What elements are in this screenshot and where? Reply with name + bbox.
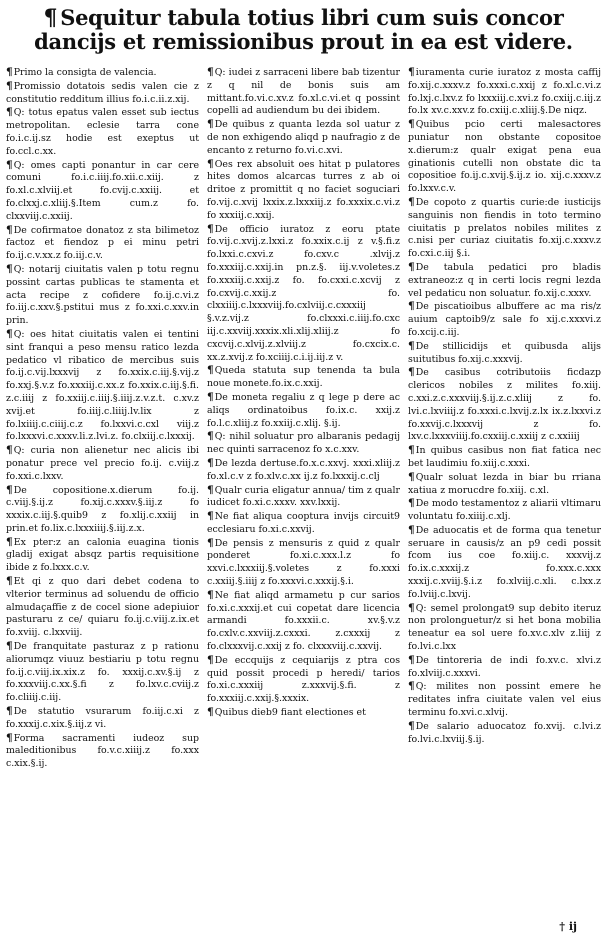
index-entry <box>6 159 199 224</box>
entry-text: De officio iuratoz z eoru ptate fo.vij.c.xvij.z.lxxi.z fo.xxix.c.ij z v.§.fi.z fo.lxxi.c.cxvi.z fo.cxv.c .xlvij.z fo.xxxiij.c.xxij.in pn.z.§. iij.v.voletes.z fo.xxxiij.c.xxij.z fo. fo.cxxi.c.xcvij z fo.cxvij.c.xxij.z fo. clxxiiij.c.lxxxviij.fo.cxlviij.c.cxxxiij §.v.z.vij.z fo.clxxxi.c.iiij.fo.cxc iij.c.xxviij.xxxix.xli.xlij.xliij.z fo cxcvij.c.xlvij.z.xlviij.z fo.cxcix.c. xx.z.xvij.z fo.xciiij.c.i.ij.iij.z v. <box>207 223 400 363</box>
index-entry <box>408 444 601 471</box>
pilcrow-icon: ¶ <box>408 680 415 693</box>
pilcrow-icon: ¶ <box>207 390 214 403</box>
index-entry <box>6 444 199 483</box>
index-entry <box>408 720 601 747</box>
entry-text: De lezda dertuse.fo.x.c.xxvj. xxxi.xliij.z fo.xl.c.v z fo.xlv.c.xx ij.z fo.lxxxij.c.clj <box>207 457 400 482</box>
pilcrow-icon: ¶ <box>207 456 214 469</box>
index-entry <box>6 224 199 263</box>
entry-text: De stillicidijs et quibusda alijs suitutibus fo.xij.c.xxxvij. <box>408 340 601 365</box>
index-entry <box>207 484 400 511</box>
entry-text: Qualr curia eligatur annua/ tim z qualr iudicet fo.xi.c.xxxv. xxv.lxxij. <box>207 484 400 509</box>
index-entry <box>207 66 400 118</box>
pilcrow-icon: ¶ <box>6 79 13 92</box>
entry-text: Q: milites non possint emere he reditates infra ciuitate valen vel eius terminu fo.xvi.c.xlvij. <box>408 681 601 719</box>
index-entry <box>408 497 601 524</box>
index-entry <box>207 457 400 484</box>
entry-columns <box>6 66 601 771</box>
index-entry <box>207 430 400 457</box>
pilcrow-icon: ¶ <box>6 262 13 275</box>
entry-text: De modo testamentoz z aliarii vltimaru voluntatu fo.xiiij.c.xlj. <box>408 498 601 523</box>
column-left <box>6 66 199 771</box>
pilcrow-icon: ¶ <box>408 300 415 313</box>
pilcrow-icon: ¶ <box>207 66 214 78</box>
pilcrow-icon: ¶ <box>6 705 13 718</box>
pilcrow-icon: ¶ <box>408 195 415 208</box>
index-entry <box>207 589 400 654</box>
index-entry <box>6 263 199 328</box>
entry-text: Q: semel prolongat9 sup debito iteruz non prolonguetur/z si het bona mobilia teneatur ea sol uere fo.xv.c.xlv z.liij z fo.lvi.c.lxx <box>408 602 601 653</box>
pilcrow-icon: ¶ <box>6 731 13 744</box>
pilcrow-icon: ¶ <box>6 106 13 119</box>
pilcrow-icon: ¶ <box>408 118 415 131</box>
pilcrow-icon: ¶ <box>6 66 13 78</box>
index-entry <box>207 364 400 391</box>
pilcrow-icon: ¶ <box>408 366 415 379</box>
index-entry <box>408 66 601 118</box>
entry-text: De casibus cotributoiis ficdazp clericos nobiles z milites fo.xiij. c.xxi.z.c.xxxviij.§.ij.z.c.xliij z fo. lvi.c.lxviiij.z fo.xxxi.c.lxvij.z.lx ix.z.lxxvi.z fo.xxvij.c.lxxxvij z fo. lxv.c.lxxxviiij.fo.cxxiij.c.xxiij z c.xxiiij <box>408 367 601 443</box>
entry-text: De copositione.x.dierum fo.ij. c.viij.§.ij.z fo.xij.c.xxxv.§.iij.z fo xxxix.c.iij.§.quib9 z fo.xlij.c.xxiij in prin.et fo.lix.c.lxxxiiij.§.iij.z.x. <box>6 484 199 534</box>
pilcrow-icon: ¶ <box>408 470 415 483</box>
entry-text: Promissio dotatois sedis valen cie z constitutio redditum illius fo.i.c.ii.z.xij. <box>6 80 199 105</box>
entry-text: De quibus z quanta lezda sol uatur z de non exhigendo aliqd p naufragio z de encanto z returno fo.vi.c.xvi. <box>207 119 400 156</box>
entry-text: De tabula pedatici pro bladis extraneoz:z q in certi locis regni lezda vel pedaticu non soluatur. fo.xij.c.xxxv. <box>408 261 601 299</box>
entry-text: De pensis z mensuris z quid z qualr ponderet fo.xi.c.xxx.l.z fo xxvi.c.lxxxiij.§.voletes z fo.xxxi c.xxiij.§.iiij z fo.xxxvi.c.xxxij.§.i. <box>207 537 400 588</box>
entry-text: Et qi z quo dari debet codena to vlterior terminus ad soluendu de officio almudaçaffie z de cocel sione adepiuior pasturaru z ce/ quiaru fo.ij.c.viij.z.ix.et fo.xviij. c.lxxviij. <box>6 576 199 639</box>
pilcrow-icon: ¶ <box>207 118 214 131</box>
pilcrow-icon: ¶ <box>408 653 415 666</box>
index-entry <box>207 706 400 720</box>
pilcrow-icon: ¶ <box>207 510 214 523</box>
index-entry <box>408 471 601 498</box>
index-entry <box>6 106 199 158</box>
pilcrow-icon: ¶ <box>408 497 415 510</box>
index-entry <box>408 654 601 681</box>
entry-text: Ne fiat aliqua cooptura invijs circuit9 ecclesiaru fo.xi.c.xxvij. <box>207 511 400 535</box>
index-entry <box>408 196 601 261</box>
entry-text: iuramenta curie iuratoz z mosta caffij fo.xij.c.xxxv.z fo.xxxi.c.xxij z fo.xl.c.vi.z fo.lxj.c.lxv.z fo lxxxiij.c.xvi.z fo.cxiij.c.iij.z fo.lx xv.c.xxv.z fo.cxiij.c.xliij.§.De niqz. <box>408 67 601 117</box>
index-entry <box>408 602 601 654</box>
pilcrow-icon: ¶ <box>207 536 214 549</box>
index-entry <box>408 300 601 339</box>
table-heading <box>6 6 601 62</box>
pilcrow-icon: ¶ <box>207 483 214 496</box>
column-middle <box>207 66 400 771</box>
entry-text: Primo la consigta de valencia. <box>13 67 157 78</box>
pilcrow-icon: ¶ <box>6 223 13 236</box>
entry-text: Q: omes capti ponantur in car cere comuni fo.i.c.iiij.fo.xii.c.xiij. z fo.xl.c.xlviij.et fo.cvij.c.xxiij. et fo.clxxj.c.xliij.§.Item cum.z fo. clxxviij.c.xxiij. <box>6 159 199 222</box>
index-entry <box>207 654 400 706</box>
index-entry <box>408 340 601 367</box>
index-entry <box>207 118 400 157</box>
entry-text: Q: notarij ciuitatis valen p totu regnu possint cartas publicas te stamenta et acta recipe z cofidere fo.ij.c.vi.z fo.iij.c.xxv.§.pstitui mus z fo.xxi.c.xxv.in prin. <box>6 263 199 327</box>
pilcrow-icon: ¶ <box>408 339 415 352</box>
index-entry <box>6 80 199 107</box>
pilcrow-icon: ¶ <box>6 444 13 457</box>
heading-text: Sequitur tabula totius libri cum suis concor dancijs et remissionibus prout in ea est videre. <box>34 5 573 54</box>
pilcrow-icon: ¶ <box>6 535 13 548</box>
entry-text: De eccquijs z cequiarijs z ptra cos quid possit procedi p heredi/ tarios fo.xi.c.xxxiij z.xxxvij.§.fi. z fo.xxxiij.c.xxij.§.xxxix. <box>207 654 400 705</box>
pilcrow-icon: ¶ <box>207 653 214 666</box>
pilcrow-icon: ¶ <box>6 158 13 171</box>
entry-text: Quibus dieb9 fiant electiones et <box>214 707 366 719</box>
index-entry <box>408 118 601 196</box>
pilcrow-icon: ¶ <box>207 364 214 377</box>
entry-text: De salario aduocatoz fo.xvij. c.lvi.z fo.lvi.c.lxviij.§.ij. <box>408 720 601 745</box>
entry-text: De copoto z quartis curie:de iusticijs sanguinis non fiendis in toto termino ciuitatis p prelatos nobiles milites z c.nisi per curiaz ciuitatis fo.xij.c.xxxv.z fo.cxi.c.iij §.i. <box>408 196 601 260</box>
entry-text: De moneta regaliu z q lege p dere ac aliqs ordinatoibus fo.ix.c. xxij.z fo.l.c.xliij.z fo.xxiij.c.xlij. §.ij. <box>207 391 400 429</box>
pilcrow-icon: ¶ <box>408 601 415 614</box>
index-entry <box>408 366 601 444</box>
entry-text: De aduocatis et de forma qua tenetur seruare in causis/z an p9 cedi possit fcom ius coe fo.xiij.c. xxxvij.z fo.ix.c.xxxij.z fo.xxx.c.xxx xxxij.c.xviij.§.i.z fo.xlviij.c.xli. c.lxx.z fo.lviij.c.lxvij. <box>408 524 601 600</box>
pilcrow-icon: ¶ <box>408 260 415 273</box>
index-entry <box>6 536 199 575</box>
entry-text: Q: curia non alienetur nec alicis ibi ponatur prece vel precio fo.ij. c.viij.z fo.xxi.c.lxxv. <box>6 445 199 482</box>
entry-text: Ne fiat aliqd armametu p cur sarios fo.xi.c.xxxij.et cui copetat dare licencia armandi fo.xxxii.c. xv.§.v.z fo.cxlv.c.xxviij.z.cxxxi. z.cxxxij z fo.clxxxvij.c.xxij z fo. clxxxviij.c.xxvij. <box>207 589 400 653</box>
entry-text: De piscatioibus albuffere ac ma ris/z auium captoib9/z sale fo xij.c.xxxvi.z fo.xcij.c.iij. <box>408 301 601 338</box>
entry-text: Q: iudei z sarraceni libere bab tizentur z q nil de bonis suis am mittant.fo.vi.c.xv.z fo.xl.c.vi.et q possint copelli ad audiendum bu dei ibidem. <box>207 67 400 117</box>
pilcrow-icon: ¶ <box>6 483 13 496</box>
entry-text: Q: oes hitat ciuitatis valen ei tentini sint franqui a peso mensu ratico lezda pedatico vl ribatico de mercibus suis fo.ij.c.vij.lxxxvij z fo.xxix.c.iij.§.vij.z fo.xxj.§.v.z fo.xxxiij.c.xx.z fo.xxix.c.iij.§.fi. z.c.iiij z fo.xxiij.c.iiij.§.iiij.z.v.z.t. c.xv.z xvij.et fo.iiij.c.liiij.lv.lix z fo.lxiiij.c.ciiij.c.z fo.lxxvi.c.cxl viij.z fo.lxxxvi.c.xxxv.li.z.lvi.z. fo.clxiij.c.lxxxij. <box>6 328 199 443</box>
entry-text: Ex pter:z an calonia euagina tionis gladij exigat absqz partis requisitione ibide z fo.lxxx.c.v. <box>6 536 199 574</box>
entry-text: In quibus casibus non fiat fatica nec bet laudimiu fo.xiij.c.xxxi. <box>408 445 601 469</box>
index-entry <box>6 328 199 444</box>
index-entry <box>207 158 400 223</box>
index-entry <box>207 537 400 589</box>
column-right <box>408 66 601 771</box>
pilcrow-icon: ¶ <box>6 327 13 340</box>
entry-text: De franquitate pasturaz z p rationu aliorumqz viuuz bestiariu p totu regnu fo.ij.c.viij.ix.xix.z fo. xxxij.c.xv.§.ij z fo.xxxviij.c.xx.§.fi z fo.lxv.c.cviij.z fo.cliiij.c.iij. <box>6 641 199 704</box>
pilcrow-mark: ¶ <box>43 5 58 31</box>
pilcrow-icon: ¶ <box>408 719 415 732</box>
entry-text: De tintoreria de indi fo.xv.c. xlvi.z fo.xlviij.c.xxxvi. <box>408 654 601 679</box>
pilcrow-icon: ¶ <box>6 640 13 653</box>
entry-text: Qualr soluat lezda in biar bu rriana xatiua z morucdre fo.xiij. c.xl. <box>408 471 601 496</box>
pilcrow-icon: ¶ <box>207 222 214 235</box>
index-entry <box>408 524 601 602</box>
index-entry <box>6 575 199 640</box>
folio-signature: † ij <box>559 920 577 933</box>
entry-text: Queda statuta sup tenenda ta bula noue monete.fo.ix.c.xxij. <box>207 365 400 390</box>
index-entry <box>6 732 199 771</box>
index-entry <box>207 223 400 365</box>
index-entry <box>6 66 199 80</box>
pilcrow-icon: ¶ <box>408 444 415 457</box>
index-entry <box>207 510 400 537</box>
pilcrow-icon: ¶ <box>408 66 415 78</box>
index-entry <box>207 391 400 430</box>
index-entry <box>408 680 601 719</box>
entry-text: Oes rex absoluit oes hitat p pulatores hites domos alcarcas turres z ab oi dritoe z promittit q no faciet soguciari fo.vij.c.xvij lxxix.z.lxxxiij.z fo.xxxix.c.vi.z fo xxxiij.c.xxij. <box>207 158 400 221</box>
entry-text: Quibus pcio certi malesactores puniatur non obstante copositoe x.dierum:z qualr exigat pena eua ginationis cutelli non obstate dic ta copositioe fo.ij.c.xvij.§.ij.z io. xij.c.xxxv.z fo.lxxv.c.v. <box>408 119 601 195</box>
entry-text: De cofirmatoe donatoz z sta bilimetoz factoz et fiendoz p ei minu petri fo.ij.c.v.xx.z fo.iij.c.v. <box>6 224 199 262</box>
pilcrow-icon: ¶ <box>207 706 214 719</box>
index-entry <box>6 484 199 536</box>
entry-text: Q: nihil soluatur pro albaranis pedagij nec quinti sarracenoz fo x.c.xxv. <box>207 431 400 456</box>
index-entry <box>6 705 199 732</box>
entry-text: De statutio vsurarum fo.iij.c.xi z fo.xxxij.c.xix.§.iij.z vi. <box>6 706 199 730</box>
pilcrow-icon: ¶ <box>408 523 415 536</box>
index-entry <box>408 261 601 300</box>
pilcrow-icon: ¶ <box>207 430 214 443</box>
pilcrow-icon: ¶ <box>207 157 214 170</box>
index-entry <box>6 640 199 705</box>
pilcrow-icon: ¶ <box>207 588 214 601</box>
entry-text: Q: totus epatus valen esset sub iectus metropolitan. eclesie tarra cone fo.i.c.ij.sz hodie est exeptus ut fo.ccl.c.xx. <box>6 107 199 157</box>
pilcrow-icon: ¶ <box>6 575 13 588</box>
entry-text: Forma sacramenti iudeoz sup maleditionibus fo.v.c.xiiij.z fo.xxx c.xix.§.ij. <box>6 732 199 770</box>
